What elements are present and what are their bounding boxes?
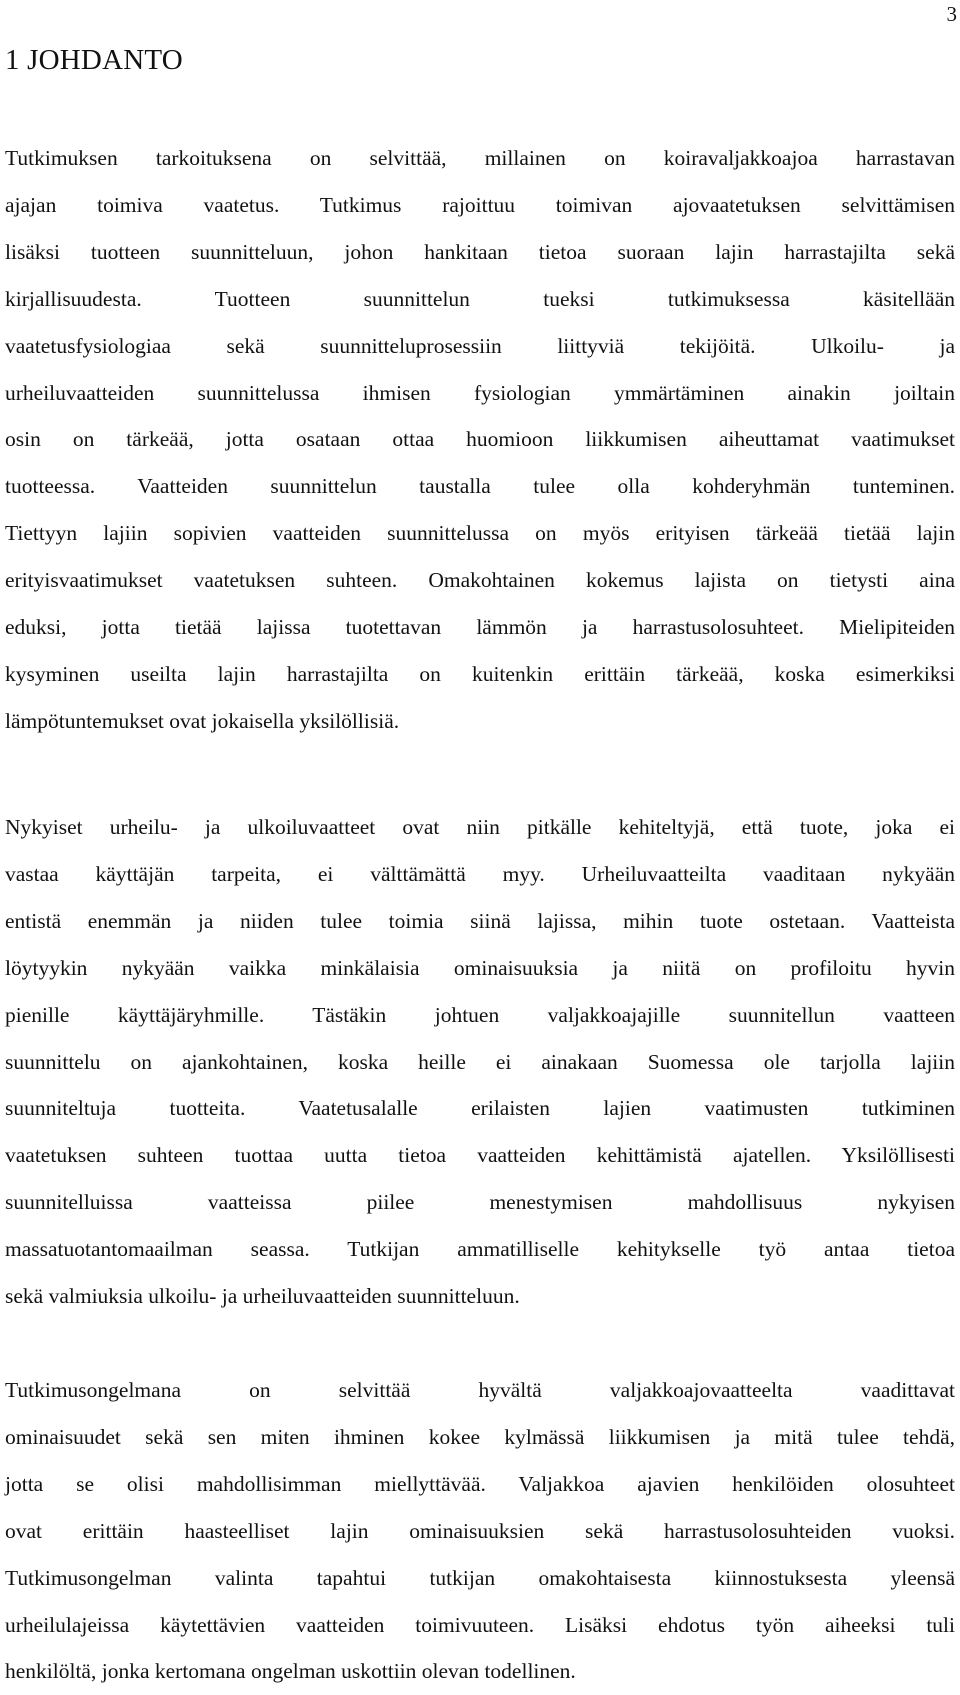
text-line: ovat erittäin haasteelliset lajin ominaisuuksien sekä harrastusolosuhteiden vuoksi. (5, 1518, 955, 1543)
text-line: lisäksi tuotteen suunnitteluun, johon hankitaan tietoa suoraan lajin harrastajilta sekä (5, 239, 955, 264)
text-line: vaatetuksen suhteen tuottaa uutta tietoa vaatteiden kehittämistä ajatellen. Yksilöllisesti (5, 1143, 955, 1168)
text-line: suunnitelluissa vaatteissa piilee menestymisen mahdollisuus nykyisen (5, 1190, 955, 1215)
text-line: kirjallisuudesta. Tuotteen suunnittelun tueksi tutkimuksessa käsitellään (5, 286, 955, 311)
text-line: massatuotantomaailman seassa. Tutkijan ammatilliselle kehitykselle työ antaa tietoa (5, 1237, 955, 1262)
paragraph-3 (5, 1367, 955, 1695)
text-line: urheiluvaatteiden suunnittelussa ihmisen fysiologian ymmärtäminen ainakin joiltain (5, 380, 955, 405)
paragraph-2 (5, 804, 955, 1320)
text-line: sekä valmiuksia ulkoilu- ja urheiluvaatteiden suunnitteluun. (5, 1284, 520, 1309)
text-line: kysyminen useilta lajin harrastajilta on kuitenkin erittäin tärkeää, koska esimerkiksi (5, 661, 955, 686)
text-line: Tutkimusongelman valinta tapahtui tutkijan omakohtaisesta kiinnostuksesta yleensä (5, 1565, 955, 1590)
page-number: 3 (946, 2, 957, 26)
text-line: ajajan toimiva vaatetus. Tutkimus rajoittuu toimivan ajovaatetuksen selvittämisen (5, 192, 955, 217)
text-line: osin on tärkeää, jotta osataan ottaa huomioon liikkumisen aiheuttamat vaatimukset (5, 427, 955, 452)
text-line: Tutkimuksen tarkoituksena on selvittää, millainen on koiravaljakkoajoa harrastavan (5, 146, 955, 170)
text-line: jotta se olisi mahdollisimman miellyttävää. Valjakkoa ajavien henkilöiden olosuhteet (5, 1471, 955, 1496)
text-line: entistä enemmän ja niiden tulee toimia siinä lajissa, mihin tuote ostetaan. Vaatteista (5, 908, 955, 933)
text-line: Tutkimusongelmana on selvittää hyvältä valjakkoajovaatteelta vaadittavat (5, 1378, 955, 1402)
text-line: vastaa käyttäjän tarpeita, ei välttämättä myy. Urheiluvaatteilta vaaditaan nykyään (5, 861, 955, 886)
text-line: vaatetusfysiologiaa sekä suunnitteluprosessiin liittyviä tekijöitä. Ulkoilu- ja (5, 333, 955, 358)
text-line: henkilöltä, jonka kertomana ongelman uskottiin olevan todellinen. (5, 1659, 576, 1684)
paragraph-1 (5, 135, 955, 745)
text-line: ominaisuudet sekä sen miten ihminen kokee kylmässä liikkumisen ja mitä tulee tehdä, (5, 1424, 955, 1449)
text-line: erityisvaatimukset vaatetuksen suhteen. Omakohtainen kokemus lajista on tietysti aina (5, 568, 955, 593)
text-line: urheilulajeissa käytettävien vaatteiden toimivuuteen. Lisäksi ehdotus työn aiheeksi tuli (5, 1612, 955, 1637)
text-line: suunnittelu on ajankohtainen, koska heille ei ainakaan Suomessa ole tarjolla lajiin (5, 1049, 955, 1074)
text-line: suunniteltuja tuotteita. Vaatetusalalle erilaisten lajien vaatimusten tutkiminen (5, 1096, 955, 1121)
text-line: Tiettyyn lajiin sopivien vaatteiden suunnittelussa on myös erityisen tärkeää tietää lajin (5, 521, 955, 546)
text-line: lämpötuntemukset ovat jokaisella yksilöllisiä. (5, 708, 400, 733)
text-line: Nykyiset urheilu- ja ulkoiluvaatteet ovat niin pitkälle kehiteltyjä, että tuote, joka ei (5, 815, 955, 839)
text-line: löytyykin nykyään vaikka minkälaisia ominaisuuksia ja niitä on profiloitu hyvin (5, 955, 955, 980)
text-line: pienille käyttäjäryhmille. Tästäkin johtuen valjakkoajajille suunnitellun vaatteen (5, 1002, 955, 1027)
text-line: eduksi, jotta tietää lajissa tuotettavan lämmön ja harrastusolosuhteet. Mielipiteiden (5, 615, 955, 640)
text-line: tuotteessa. Vaatteiden suunnittelun taustalla tulee olla kohderyhmän tunteminen. (5, 474, 955, 499)
chapter-heading: 1 JOHDANTO (5, 44, 183, 76)
